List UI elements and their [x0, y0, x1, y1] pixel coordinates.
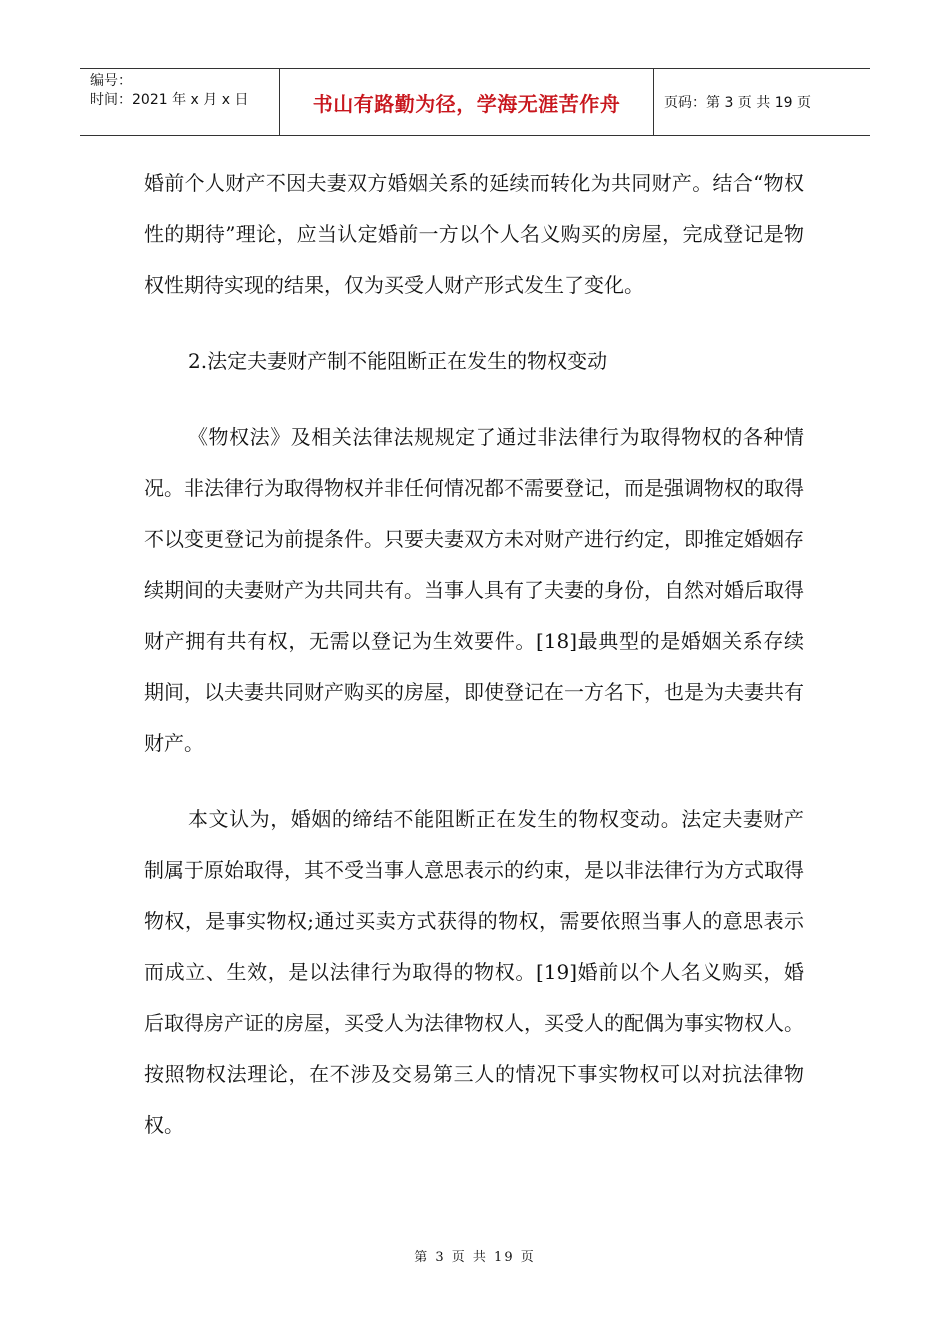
paragraph: 本文认为，婚姻的缔结不能阻断正在发生的物权变动。法定夫妻财产制属于原始取得，其不受当事人意思表示的约束，是以非法律行为方式取得物权，是事实物权;通过买卖方式获得的物权，需要依照当事人的意思表示而成立、生效，是以法律行为取得的物权。[19]婚前以个人名义购买，婚后取得房产证的房屋，买受人为法律物权人，买受人的配偶为事实物权人。按照物权法理论，在不涉及交易第三人的情况下事实物权可以对抗法律物权。 [144, 807, 804, 1137]
page-footer: 第 3 页 共 19 页 [414, 1250, 536, 1265]
paragraph-continuation: 婚前个人财产不因夫妻双方婚姻关系的延续而转化为共同财产。结合“物权性的期待”理论，应当认定婚前一方以个人名义购买的房屋，完成登记是物权性期待实现的结果，仅为买受人财产形式发生了变化。 [144, 171, 804, 297]
time-label: 时间：2021 年 x 月 x 日 [90, 92, 249, 108]
header-motto: 书山有路勤为径，学海无涯苦作舟 [280, 69, 654, 135]
section-heading: 2.法定夫妻财产制不能阻断正在发生的物权变动 [188, 349, 608, 373]
document-body [144, 158, 804, 1176]
header-page-code: 页码：第 3 页 共 19 页 [664, 95, 811, 111]
page-header [80, 68, 870, 136]
number-label: 编号： [90, 73, 132, 89]
paragraph: 《物权法》及相关法律法规规定了通过非法律行为取得物权的各种情况。非法律行为取得物权并非任何情况都不需要登记，而是强调物权的取得不以变更登记为前提条件。只要夫妻双方未对财产进行约定，即推定婚姻存续期间的夫妻财产为共同共有。当事人具有了夫妻的身份，自然对婚后取得财产拥有共有权，无需以登记为生效要件。[18]最典型的是婚姻关系存续期间，以夫妻共同财产购买的房屋，即使登记在一方名下，也是为夫妻共有财产。 [144, 425, 804, 755]
header-meta [80, 69, 280, 135]
